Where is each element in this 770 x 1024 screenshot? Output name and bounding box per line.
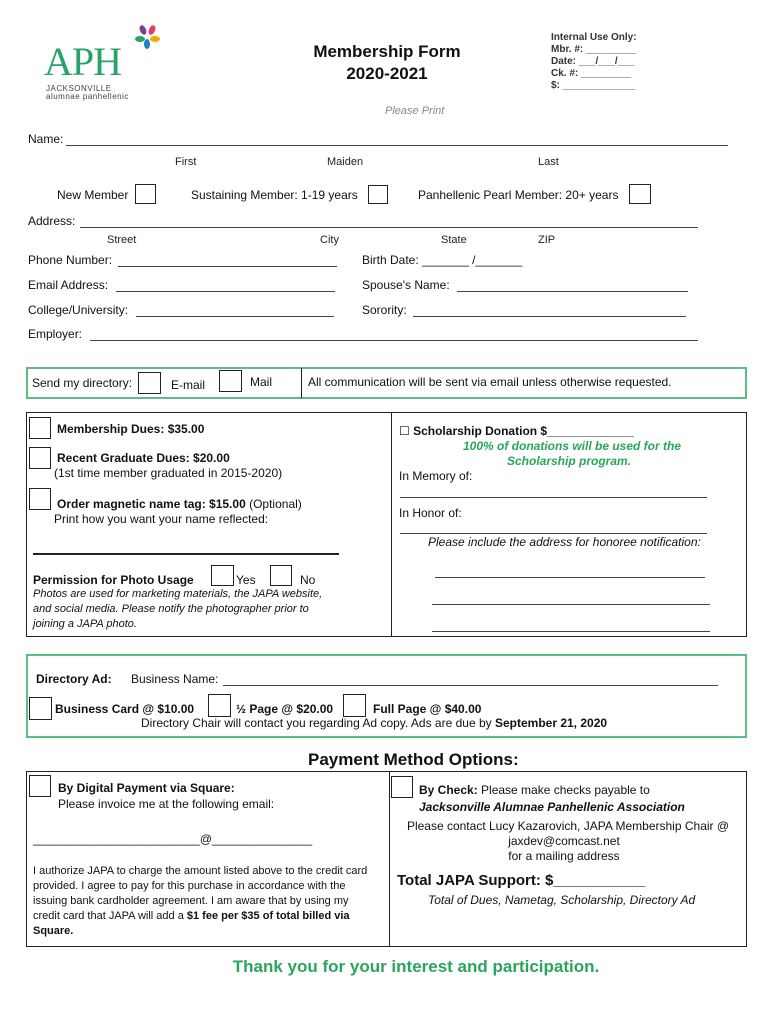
email-label: Email Address: bbox=[28, 278, 109, 292]
college-label: College/University: bbox=[28, 303, 129, 317]
sorority-input[interactable] bbox=[413, 316, 686, 317]
honoree-address-note: Please include the address for honoree notification: bbox=[428, 535, 701, 549]
employer-label: Employer: bbox=[28, 327, 83, 341]
internal-ck: Ck. #: _________ bbox=[551, 68, 632, 79]
auth-fee: $1 fee per $35 of total billed via bbox=[186, 910, 350, 922]
photo-yes-checkbox[interactable] bbox=[211, 565, 234, 586]
total-support-field[interactable]: Total JAPA Support: $___________ bbox=[397, 872, 646, 889]
membership-dues-label: Membership Dues: $35.00 bbox=[57, 422, 205, 436]
form-title: Membership Form bbox=[313, 42, 461, 61]
spouse-label: Spouse's Name: bbox=[362, 278, 450, 292]
full-page-label: Full Page @ $40.00 bbox=[373, 702, 482, 716]
phone-input[interactable] bbox=[118, 266, 337, 267]
photo-note-3: joining a JAPA photo. bbox=[33, 618, 137, 630]
address-city-label: City bbox=[320, 234, 339, 246]
name-maiden-label: Maiden bbox=[327, 156, 364, 168]
payment-title: Payment Method Options: bbox=[308, 750, 519, 769]
nametag-label bbox=[57, 497, 302, 511]
internal-amount: $: _____________ bbox=[551, 80, 635, 91]
total-support-note: Total of Dues, Nametag, Scholarship, Directory Ad bbox=[428, 893, 696, 907]
address-street-label: Street bbox=[107, 234, 137, 246]
invoice-email-input[interactable]: _________________________@_______________ bbox=[33, 832, 313, 846]
directory-divider bbox=[301, 368, 302, 398]
address-label: Address: bbox=[28, 214, 76, 228]
address-state-label: State bbox=[441, 234, 467, 246]
business-card-label: Business Card @ $10.00 bbox=[55, 702, 195, 716]
nametag-price: Order magnetic name tag: $15.00 bbox=[57, 497, 246, 511]
digital-payment-label: By Digital Payment via Square: bbox=[58, 781, 235, 795]
business-name-input[interactable] bbox=[223, 685, 718, 686]
nametag-checkbox[interactable] bbox=[29, 488, 51, 510]
new-member-checkbox[interactable] bbox=[135, 184, 156, 204]
in-honor-input[interactable] bbox=[400, 533, 707, 534]
birth-date-field[interactable]: Birth Date: _______ /_______ bbox=[362, 253, 523, 267]
half-page-label: ½ Page @ $20.00 bbox=[236, 702, 334, 716]
directory-mail-label: Mail bbox=[250, 375, 273, 389]
photo-permission-label: Permission for Photo Usage bbox=[33, 573, 194, 587]
in-honor-label: In Honor of: bbox=[399, 506, 462, 520]
logo-text: APH bbox=[44, 39, 122, 84]
directory-ad-label: Directory Ad: bbox=[36, 672, 112, 686]
contact-line-1: Please contact Lucy Kazarovich, JAPA Membership Chair @ bbox=[406, 819, 730, 833]
pearl-member-label: Panhellenic Pearl Member: 20+ years bbox=[418, 188, 619, 202]
in-memory-input[interactable] bbox=[400, 497, 707, 498]
name-input[interactable] bbox=[66, 145, 728, 146]
nametag-input[interactable] bbox=[33, 553, 339, 555]
auth-line-1: I authorize JAPA to charge the amount listed above to the credit card bbox=[33, 865, 368, 877]
college-input[interactable] bbox=[136, 316, 334, 317]
business-card-checkbox[interactable] bbox=[29, 697, 52, 720]
photo-yes-label: Yes bbox=[236, 573, 256, 587]
photo-note-1: Photos are used for marketing materials, the JAPA website, bbox=[33, 588, 323, 600]
logo-flower-icon bbox=[132, 24, 162, 50]
invoice-label: Please invoice me at the following email: bbox=[58, 797, 275, 811]
auth-line-4 bbox=[33, 909, 350, 924]
full-page-checkbox[interactable] bbox=[343, 694, 366, 717]
sorority-label: Sorority: bbox=[362, 303, 407, 317]
scholarship-note-1: 100% of donations will be used for the bbox=[462, 439, 682, 453]
auth-line-4a: credit card that JAPA will add a bbox=[33, 910, 184, 922]
employer-input[interactable] bbox=[90, 340, 698, 341]
internal-date: Date: ___/___/___ bbox=[551, 56, 635, 67]
photo-note-2: and social media. Please notify the photographer prior to bbox=[33, 603, 309, 615]
logo-subtitle-2: alumnae panhellenic bbox=[46, 92, 129, 101]
in-memory-label: In Memory of: bbox=[399, 469, 473, 483]
check-text: Please make checks payable to bbox=[481, 783, 650, 797]
ad-due-date: September 21, 2020 bbox=[494, 716, 608, 730]
honoree-address-line-2[interactable] bbox=[432, 604, 710, 605]
sustaining-member-checkbox[interactable] bbox=[368, 185, 388, 204]
half-page-checkbox[interactable] bbox=[208, 694, 231, 717]
contact-line-3: for a mailing address bbox=[508, 849, 620, 863]
contact-email: jaxdev@comcast.net bbox=[508, 834, 620, 848]
logo bbox=[40, 30, 170, 105]
dues-divider bbox=[391, 413, 392, 636]
directory-email-label: E-mail bbox=[171, 378, 206, 392]
directory-note: All communication will be sent via email unless otherwise requested. bbox=[308, 375, 672, 389]
directory-email-checkbox[interactable] bbox=[138, 372, 161, 394]
name-label: Name: bbox=[28, 132, 64, 146]
scholarship-donation-field[interactable]: ☐ Scholarship Donation $_____________ bbox=[399, 424, 634, 438]
directory-mail-checkbox[interactable] bbox=[219, 370, 242, 392]
check-payment-checkbox[interactable] bbox=[391, 776, 413, 798]
send-directory-label: Send my directory: bbox=[32, 376, 133, 390]
address-input[interactable] bbox=[80, 227, 698, 228]
graduate-dues-note: (1st time member graduated in 2015-2020) bbox=[54, 466, 283, 480]
nametag-note: Print how you want your name reflected: bbox=[54, 512, 269, 526]
sustaining-member-label: Sustaining Member: 1-19 years bbox=[191, 188, 358, 202]
photo-no-label: No bbox=[300, 573, 316, 587]
address-zip-label: ZIP bbox=[538, 234, 556, 246]
ad-contact-note bbox=[141, 716, 607, 730]
membership-dues-checkbox[interactable] bbox=[29, 417, 51, 439]
please-print: Please Print bbox=[385, 105, 445, 117]
pearl-member-checkbox[interactable] bbox=[629, 184, 651, 204]
photo-no-checkbox[interactable] bbox=[270, 565, 292, 586]
business-name-label: Business Name: bbox=[131, 672, 219, 686]
honoree-address-line-1[interactable] bbox=[435, 577, 705, 578]
form-year: 2020-2021 bbox=[346, 64, 428, 83]
scholarship-note-2: Scholarship program. bbox=[506, 454, 632, 468]
check-label: By Check: bbox=[419, 783, 478, 797]
spouse-input[interactable] bbox=[457, 291, 688, 292]
digital-payment-checkbox[interactable] bbox=[29, 775, 51, 797]
auth-line-3: issuing bank cardholder agreement. I am aware that by using my bbox=[33, 895, 349, 907]
check-payment-text bbox=[419, 783, 650, 797]
email-input[interactable] bbox=[116, 291, 335, 292]
phone-label: Phone Number: bbox=[28, 253, 113, 267]
check-payee: Jacksonville Alumnae Panhellenic Association bbox=[419, 800, 685, 814]
honoree-address-line-3[interactable] bbox=[432, 631, 710, 632]
graduate-dues-checkbox[interactable] bbox=[29, 447, 51, 469]
thank-you-message: Thank you for your interest and participation. bbox=[232, 957, 600, 976]
new-member-label: New Member bbox=[57, 188, 129, 202]
graduate-dues-label: Recent Graduate Dues: $20.00 bbox=[57, 451, 230, 465]
internal-mbr: Mbr. #: _________ bbox=[551, 44, 637, 55]
name-last-label: Last bbox=[538, 156, 559, 168]
auth-line-2: provided. I agree to pay for this purchase in accordance with the bbox=[33, 880, 346, 892]
auth-line-5: Square. bbox=[33, 925, 74, 937]
nametag-optional: (Optional) bbox=[249, 497, 302, 511]
internal-use-title: Internal Use Only: bbox=[551, 32, 637, 43]
logo-subtitle: JACKSONVILLE bbox=[46, 84, 112, 93]
ad-contact-text: Directory Chair will contact you regarding Ad copy. Ads are due by bbox=[141, 716, 492, 730]
name-first-label: First bbox=[175, 156, 197, 168]
